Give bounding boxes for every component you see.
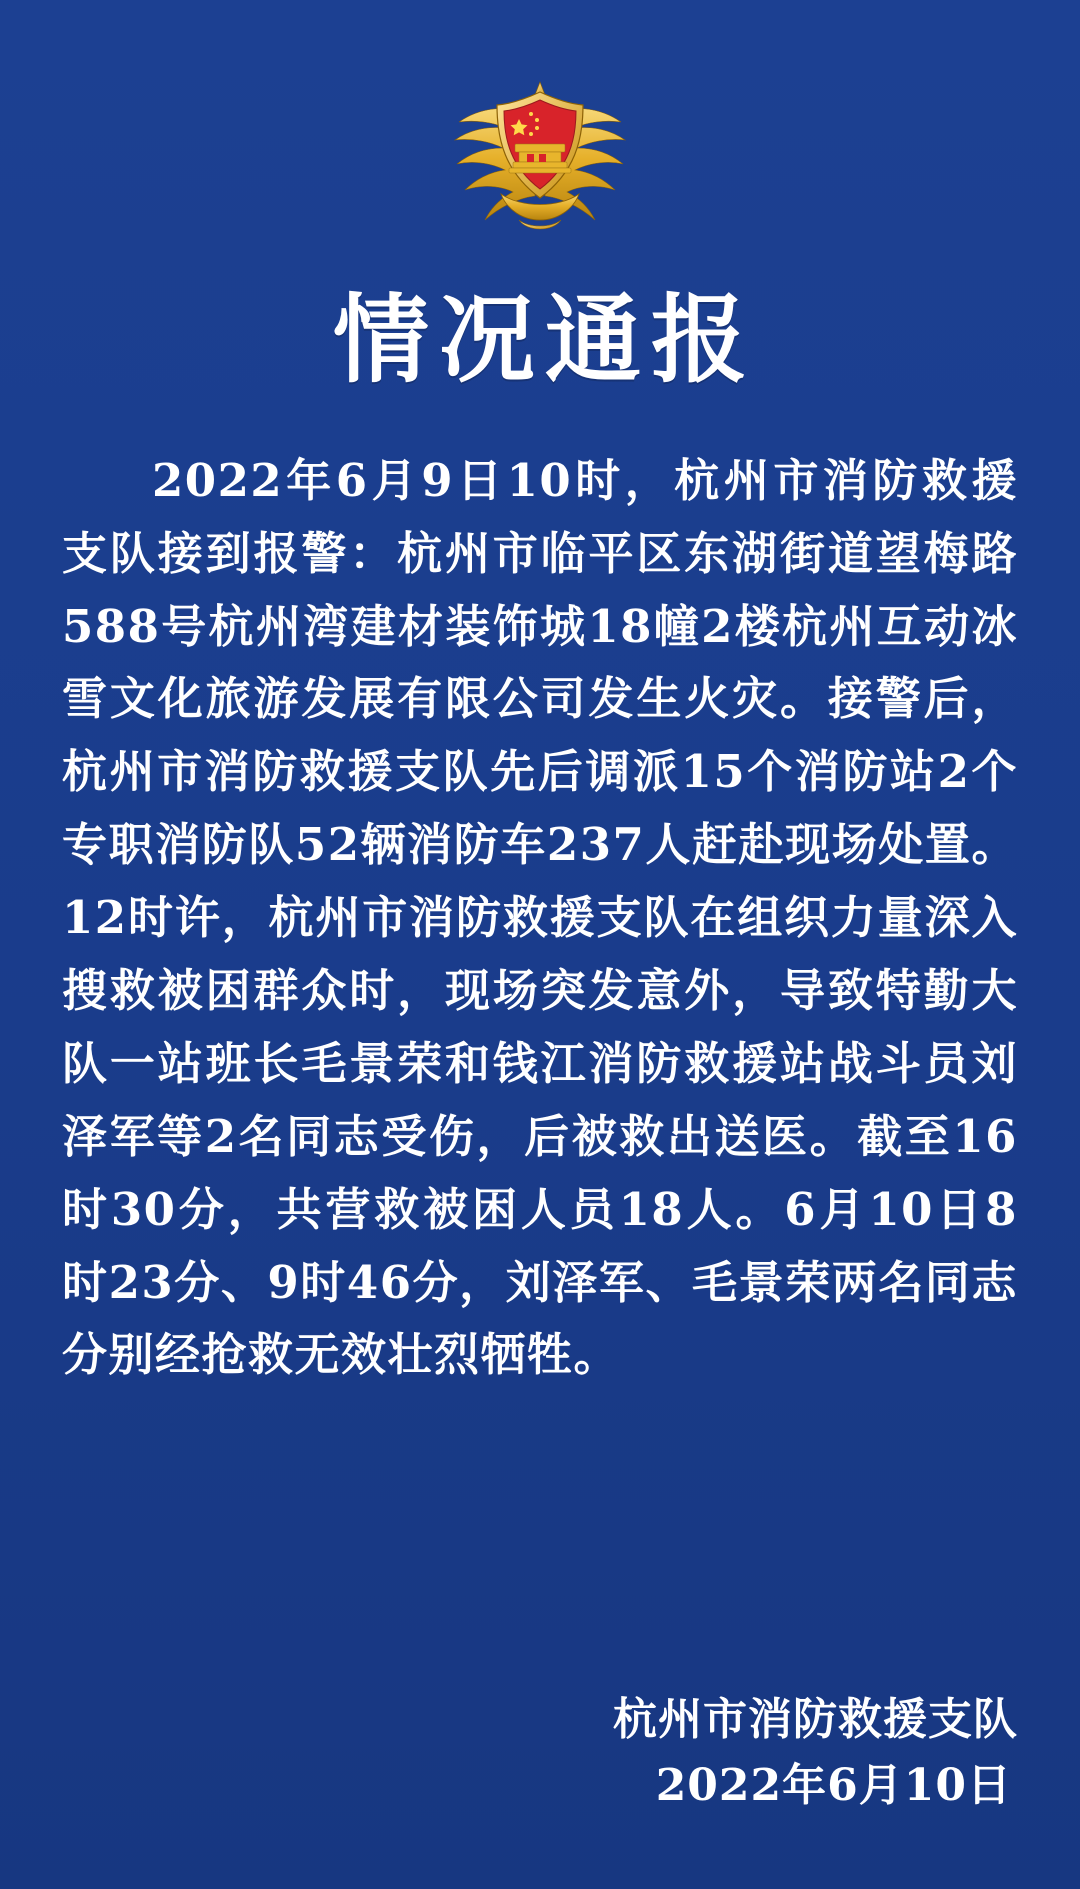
china-fire-rescue-emblem — [435, 74, 645, 244]
signature-block — [62, 1687, 1018, 1819]
signature-date: 2022年6月10日 — [655, 1760, 1012, 1811]
signature-organization: 杭州市消防救援支队 — [613, 1694, 1018, 1745]
notice-body: 2022年6月9日10时，杭州市消防救援支队接到报警：杭州市临平区东湖街道望梅路588号杭州湾建材装饰城18幢2楼杭州互动冰雪文化旅游发展有限公司发生火灾。接警后，杭州市消防救援支队先后调派15个消防站2个专职消防队52辆消防车237人赶赴现场处置。12时许，杭州市消防救援支队在组织力量深入搜救被困群众时，现场突发意外，导致特勤大队一站班长毛景荣和钱江消防救援站战斗员刘泽军等2名同志受伤，后被救出送医。截至16时30分，共营救被困人员18人。6月10日8时23分、9时46分，刘泽军、毛景荣两名同志分别经抢救无效壮烈牺牲。 — [62, 453, 1018, 1382]
page-title: 情况通报 — [333, 283, 757, 396]
